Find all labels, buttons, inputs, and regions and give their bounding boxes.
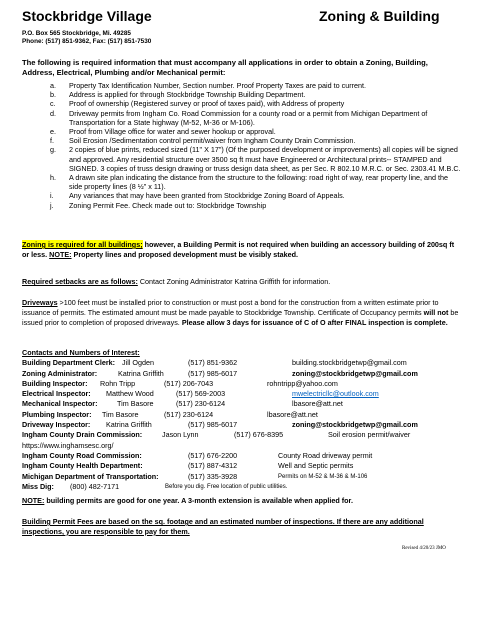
contact-phone: (517) 569-2003: [176, 389, 226, 399]
contact-role: Mechanical Inspector:: [22, 399, 98, 409]
contact-row: [22, 369, 462, 379]
agency-row: [22, 451, 462, 461]
requirement-item: [50, 99, 462, 108]
contact-row: [22, 358, 462, 368]
miss-dig-note: Before you dig. Free location of public utilities.: [165, 483, 288, 490]
requirement-item: [50, 81, 462, 90]
requirement-item: [50, 173, 462, 191]
requirement-text: Driveway permits from Ingham Co. Road Commission for a county road or a permit from Michigan Department of Transportation for a State highway (M-52, M-36 or M-106).: [69, 108, 428, 127]
contact-role: Zoning Administrator:: [22, 368, 98, 378]
requirement-letter: j.: [50, 200, 54, 210]
requirement-text: Any variances that may have been granted from Stockbridge Zoning Board of Appeals.: [69, 191, 345, 201]
zoning-text: however, a Building Permit is not required when building an accessory building of 200sq ft or less.: [22, 240, 455, 259]
contact-detail: zoning@stockbridgetwp@gmail.com: [292, 368, 418, 378]
contact-row: [22, 410, 462, 420]
contact-role: Building Department Clerk:: [22, 358, 116, 368]
letterhead: [22, 8, 462, 28]
contact-row: [22, 389, 462, 399]
zoning-note-text: Property lines and proposed development must be visibly staked.: [71, 249, 298, 259]
requirement-letter: g.: [50, 145, 56, 155]
requirement-text: Proof from Village office for water and sewer hookup or approval.: [69, 127, 276, 137]
miss-dig-role: Miss Dig:: [22, 481, 54, 491]
contact-name: Tim Basore: [117, 399, 154, 409]
contact-detail: lbasore@att.net: [292, 399, 343, 409]
driveways-label: Driveways: [22, 298, 58, 307]
contact-phone: (517) 985-6017: [188, 420, 238, 430]
contact-detail: rohntripp@yahoo.com: [267, 378, 338, 388]
driveways-text-2: be issued prior to completion of proposed driveways.: [22, 307, 459, 327]
department-name: Zoning & Building: [319, 8, 440, 24]
requirement-item: [50, 136, 462, 145]
requirement-letter: a.: [50, 81, 56, 90]
agency-phone: (517) 676-2200: [188, 450, 238, 460]
contact-phone: (517) 230-6124: [176, 399, 226, 409]
contact-name: Rohn Tripp: [100, 378, 136, 388]
agency-name: Ingham County Road Commission:: [22, 450, 142, 460]
contact-phone: (517) 676-8395: [234, 430, 284, 440]
drain-commission-url[interactable]: https://www.inghamsesc.org/: [22, 440, 114, 450]
expiry-note: [22, 496, 462, 506]
contact-name: Jason Lynn: [162, 430, 199, 440]
contact-name: Tim Basore: [102, 409, 139, 419]
requirement-item: [50, 90, 462, 99]
expiry-note-label: NOTE:: [22, 496, 45, 505]
agency-purpose: County Road driveway permit: [278, 450, 373, 460]
contact-phone: (517) 851-9362: [188, 358, 238, 368]
requirement-item: [50, 109, 462, 127]
contact-name: Matthew Wood: [106, 389, 154, 399]
requirement-item: [50, 127, 462, 136]
contact-phone: (517) 985-6017: [188, 368, 238, 378]
agency-phone: (517) 887-4312: [188, 461, 238, 471]
contacts-heading: Contacts and Numbers of Interest:: [22, 348, 140, 357]
contact-row: [22, 379, 462, 389]
driveways-allow-days: Please allow 3 days for issuance of C of O after FINAL inspection is complete.: [181, 317, 448, 327]
agency-phone: (517) 335-3928: [188, 471, 238, 481]
agency-purpose: Permits on M-52 & M-36 & M-106: [278, 473, 368, 480]
contact-role: Plumbing Inspector:: [22, 409, 92, 419]
requirements-list: [50, 81, 462, 210]
zoning-highlight: Zoning is required for all buildings;: [22, 240, 143, 249]
requirement-text: 2 copies of blue prints, reduced sized (11" X 17") (Of the purposed development or improvements) all copies will be signed and approved. Any residential structure over 3500 sq ft must have Engineered or Architectural prints-- STAMPED and SIGNED. 3 copies of truss design drawing or truss design data sheet, as per Sec. R 802.10 M.R.C. or Sec. 2303.41 M.B.C.: [69, 145, 461, 173]
agency-name: Michigan Department of Transportation:: [22, 471, 159, 481]
miss-dig-phone: (800) 482-7171: [70, 481, 120, 491]
requirement-text: A drawn site plan indicating the distance from the structure to the following: road right of way, rear property line, and the side property lines (8 ½" x 11).: [69, 173, 449, 192]
requirement-letter: c.: [50, 99, 56, 109]
requirement-item: [50, 201, 462, 210]
expiry-note-text: building permits are good for one year. A 3-month extension is available when applied for.: [44, 496, 353, 505]
agency-row: [22, 461, 462, 471]
contacts-table: [22, 358, 462, 440]
driveways-will-not: will not: [423, 307, 449, 317]
contact-role: Electrical Inspector:: [22, 389, 91, 399]
contact-email-link[interactable]: mwelectricllc@outlook.com: [292, 389, 379, 399]
requirement-item: [50, 191, 462, 200]
intro-paragraph: The following is required information that must accompany all applications in order to obtain a Zoning, Building, Address, Electrical, Plumbing and/or Mechanical permit:: [22, 58, 428, 77]
requirement-letter: d.: [50, 108, 56, 118]
contact-name: Katrina Griffith: [106, 420, 152, 430]
contact-row: [22, 430, 462, 440]
contact-detail: zoning@stockbridgetwp@gmail.com: [292, 420, 418, 430]
requirement-item: [50, 145, 462, 173]
contact-role: Driveway Inspector:: [22, 420, 91, 430]
driveways-paragraph: [22, 298, 462, 327]
requirement-text: Proof of ownership (Registered survey or proof of taxes paid), with Address of property: [69, 99, 345, 109]
contacts-table-agencies: [22, 451, 462, 482]
requirement-text: Property Tax Identification Number, Section number. Proof Property Taxes are paid to current.: [69, 81, 366, 90]
contact-role: Ingham County Drain Commission:: [22, 430, 143, 440]
miss-dig-row: [22, 482, 462, 492]
requirement-text: Soil Erosion /Sedimentation control permit/waiver from Ingham County Drain Commission.: [69, 136, 356, 146]
contact-address-block: [22, 30, 151, 46]
contact-detail: lbasore@att.net: [267, 409, 318, 419]
requirement-text: Zoning Permit Fee. Check made out to: Stockbridge Township: [69, 200, 267, 210]
fees-note: Building Permit Fees are based on the sq. footage and an estimated number of inspections. If there are any additional inspections, you are responsible to pay for them.: [22, 517, 424, 536]
requirement-letter: b.: [50, 90, 56, 100]
agency-row: [22, 472, 462, 482]
revision-date: Revised 4/20/23 JMO: [402, 546, 446, 551]
requirement-text: Address is applied for through Stockbridge Township Building Department.: [69, 90, 306, 100]
contact-name: Katrina Griffith: [118, 368, 164, 378]
mailing-address: P.O. Box 565 Stockbridge, Mi. 49285: [22, 30, 131, 37]
organization-name: Stockbridge Village: [22, 8, 152, 24]
agency-purpose: Well and Septic permits: [278, 461, 354, 471]
driveways-text-1: >100 feet must be installed prior to construction or must post a bond for the construction from a written estimate prior to issuance of permits. The estimated amount must be made payable to Stockbridge Township. Certificate of Occupancy permits: [22, 298, 439, 317]
contact-name: Jill Ogden: [122, 358, 154, 368]
contact-row: [22, 420, 462, 430]
contact-detail: Soil erosion permit/waiver: [328, 430, 411, 440]
setbacks-text: Contact Zoning Administrator Katrina Griffith for information.: [137, 277, 331, 286]
contact-phone: (517) 206-7043: [164, 378, 214, 388]
requirement-letter: e.: [50, 127, 56, 137]
requirement-letter: h.: [50, 173, 56, 183]
contacts-section: [22, 348, 462, 492]
contact-detail: building.stockbridgetwp@gmail.com: [292, 358, 407, 368]
requirement-letter: i.: [50, 191, 54, 201]
setbacks-paragraph: [22, 277, 462, 287]
setbacks-label: Required setbacks are as follows:: [22, 277, 138, 286]
contact-role: Building Inspector:: [22, 378, 88, 388]
agency-name: Ingham County Health Department:: [22, 461, 143, 471]
phone-fax: Phone: (517) 851-9362, Fax: (517) 851-7530: [22, 38, 152, 45]
contact-row: [22, 399, 462, 409]
zoning-paragraph: [22, 240, 462, 260]
requirement-letter: f.: [50, 136, 54, 146]
zoning-note-label: NOTE:: [49, 249, 72, 259]
contact-phone: (517) 230-6124: [164, 409, 214, 419]
